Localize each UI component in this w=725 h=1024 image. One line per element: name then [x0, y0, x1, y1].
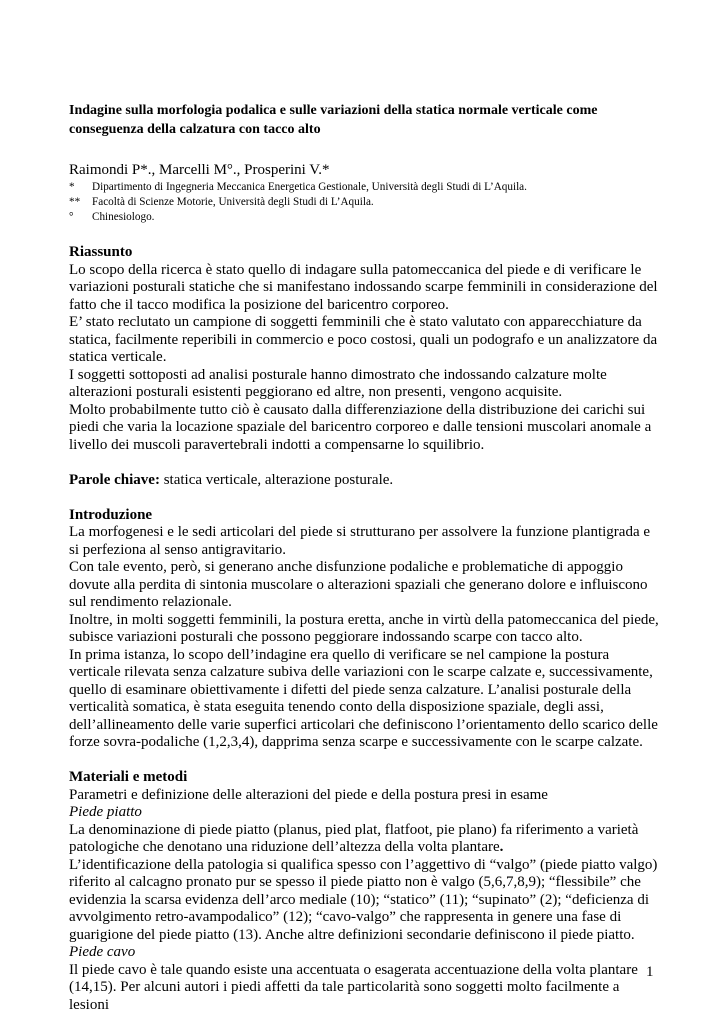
- methods-paragraph: L’identificazione della patologia si qualifica spesso con l’aggettivo di “valgo” (piede piatto valgo) riferito al calcagno pronato pur se spesso il piede piatto non è valgo (5,6,7,8,9); “flessibile” che evidenzia la scarsa evidenza dell’arco mediale (10); “statico” (11); “supinato” (2); “deficienza di avvolgimento retro-avampodalico” (12); “cavo-valgo” che rappresenta in genere una fase di guarigione del piede piatto (13). Anche altre definizioni secondarie definiscono il piede piatto.: [69, 856, 658, 943]
- affiliation-text: Dipartimento di Ingegneria Meccanica Energetica Gestionale, Università degli Studi di L’Aquila.: [92, 181, 527, 193]
- author-list: Raimondi P*., Marcelli M°., Prosperini V.*: [69, 162, 330, 178]
- abstract-paragraph: I soggetti sottoposti ad analisi posturale hanno dimostrato che indossando calzature molte alterazioni posturali esistenti peggiorano ed altre, non presenti, vengono acquisite.: [69, 366, 607, 400]
- affiliation: [69, 195, 659, 210]
- subheading-piede-cavo: Piede cavo: [69, 944, 136, 960]
- affiliation-mark: **: [69, 196, 81, 208]
- keywords-line: [69, 472, 659, 490]
- abstract-paragraph: Lo scopo della ricerca è stato quello di indagare sulla patomeccanica del piede e di verificare le variazioni posturali statiche che si manifestano indossando scarpe femminili in considerazione del fatto che il tacco modifica la posizione del baricentro corporeo.: [69, 261, 658, 313]
- methods-paragraph: Il piede cavo è tale quando esiste una accentuata o esagerata accentuazione della volta plantare (14,15). Per alcuni autori i piedi affetti da tale particolarità sono soggetti molto facilmente a lesioni: [69, 961, 638, 1013]
- affiliation-mark: *: [69, 181, 75, 193]
- intro-paragraph: Inoltre, in molti soggetti femminili, la postura eretta, anche in virtù della patomeccanica del piede, subisce variazioni posturali che possono peggiorare indossando scarpe con tacco alto.: [69, 611, 659, 645]
- methods-paragraph: [69, 822, 659, 857]
- intro-paragraph: La morfogenesi e le sedi articolari del piede si strutturano per assolvere la funzione plantigrada e si perfeziona al senso antigravitario.: [69, 524, 651, 558]
- abstract-paragraph: E’ stato reclutato un campione di soggetti femminili che è stato valutato con apparecchiature da statica, facilmente reperibili in commercio e poco costosi, quali un podografo e un analizzatore da statica verticale.: [69, 314, 658, 365]
- affiliation: [69, 210, 659, 225]
- document-page: [69, 101, 659, 1014]
- methods-heading: Materiali e metodi: [69, 769, 188, 785]
- affiliation-mark: °: [69, 211, 74, 223]
- affiliation: [69, 180, 659, 195]
- abstract-heading: Riassunto: [69, 244, 133, 260]
- intro-paragraph: In prima istanza, lo scopo dell’indagine era quello di verificare se nel campione la postura verticale rilevata senza calzature subiva delle variazioni con le scarpe calzate e, successivamente, quello di esaminare obiettivamente i difetti del piede senza calzature. L’analisi posturale della verticalità somatica, è stata eseguita tenendo conto della disposizione spaziale, degli assi, dell’allineamento delle varie superfici articolari che definiscono l’orientamento dello scarico delle forze sovra-podaliche (1,2,3,4), dapprima senza scarpe e successivamente con le scarpe calzate.: [69, 646, 658, 750]
- abstract-paragraph: Molto probabilmente tutto ciò è causato dalla differenziazione della distribuzione dei carichi sui piedi che varia la locazione spaziale del baricentro corporeo e dalle tensioni muscolari anomale a livello dei muscoli paravertebrali indotti a compensarne lo squilibrio.: [69, 401, 652, 453]
- methods-paragraph-text: La denominazione di piede piatto (planus, pied plat, flatfoot, pie plano) fa riferimento a varietà patologiche che denotano una riduzione dell’altezza della volta plantare: [69, 821, 639, 855]
- page-number: 1: [646, 964, 654, 980]
- methods-intro-line: Parametri e definizione delle alterazioni del piede e della postura presi in esame: [69, 786, 548, 803]
- affiliation-text: Facoltà di Scienze Motorie, Università degli Studi di L’Aquila.: [92, 196, 374, 208]
- intro-heading: Introduzione: [69, 506, 153, 523]
- methods-paragraph-end: .: [499, 839, 504, 855]
- affiliation-text: Chinesiologo.: [92, 211, 155, 223]
- paper-title: Indagine sulla morfologia podalica e sulle variazioni della statica normale verticale come conseguenza della calzatura con tacco alto: [69, 103, 598, 137]
- keywords-text: statica verticale, alterazione posturale.: [159, 471, 394, 488]
- subheading-piede-piatto: Piede piatto: [69, 804, 142, 820]
- keywords-label: Parole chiave:: [69, 471, 160, 488]
- intro-paragraph: Con tale evento, però, si generano anche disfunzione podaliche e problematiche di appoggio dovute alla perdita di sintonia muscolare o alterazioni spaziali che generano dolore e influiscono sul rendimento relazionale.: [69, 559, 648, 610]
